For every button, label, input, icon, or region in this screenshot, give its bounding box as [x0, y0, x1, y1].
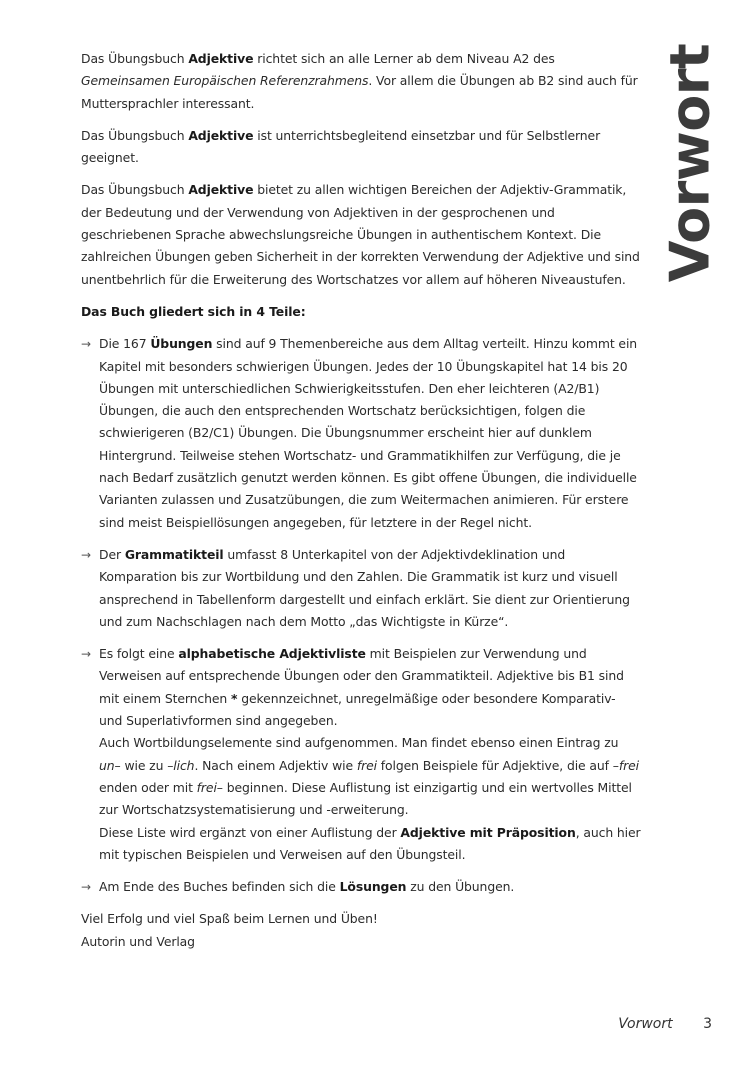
main-text: [81, 48, 641, 963]
arrow-right-icon: →: [81, 880, 91, 895]
list-item: → Der Grammatikteil umfasst 8 Unterkapitel von der Adjektivdeklination und Komparation bis zur Wortbildung und den Zahlen. Die Grammatik ist kurz und visuell ansprechend in Tabellenform dargestellt und einfach erklärt. Sie dient zur Orientierung und zum Nachschlagen nach dem Motto „das Wichtigste in Kürze“.: [81, 544, 641, 633]
closing: Viel Erfolg und viel Spaß beim Lernen und Üben! Autorin und Verlag: [81, 911, 378, 949]
arrow-right-icon: →: [81, 647, 91, 662]
footer-label: Vorwort: [618, 1016, 673, 1032]
section-heading: Das Buch gliedert sich in 4 Teile:: [81, 303, 306, 319]
page-footer: [618, 1016, 712, 1032]
intro-paragraph-1: Das Übungsbuch Adjektive richtet sich an alle Lerner ab dem Niveau A2 des Gemeinsamen Europäischen Referenzrahmens. Vor allem die Übungen ab B2 sind auch für Muttersprachler interessant.: [81, 51, 638, 111]
chapter-title-text: Vorwort: [658, 43, 722, 283]
list-item: → Es folgt eine alphabetische Adjektivliste mit Beispielen zur Verwendung und Verweisen auf entsprechende Übungen oder den Grammatikteil. Adjektive bis B1 sind mit einem Sternchen * gekennzeichnet, unregelmäßige oder besondere Komparativ- und Superlativformen sind angegeben. Auch Wortbildungselemente sind aufgenommen. Man findet ebenso einen Eintrag zu un– wie zu –lich. Nach einem Adjektiv wie frei folgen Beispiele für Adjektive, die auf –frei enden oder mit frei– beginnen. Diese Auflistung ist einzigartig und ein wertvolles Mittel zur Wortschatzsystematisierung und -erweiterung. Diese Liste wird ergänzt von einer Auflistung der Adjektive mit Präposition, auch hier mit typischen Beispielen und Verweisen auf den Übungsteil.: [81, 643, 641, 866]
page-number: 3: [703, 1016, 712, 1032]
list-item: → Die 167 Übungen sind auf 9 Themenbereiche aus dem Alltag verteilt. Hinzu kommt ein Kapitel mit besonders schwierigen Übungen. Jedes der 10 Übungskapitel hat 14 bis 20 Übungen mit unterschiedlichen Schwierigkeitsstufen. Den eher leichteren (A2/B1) Übungen, die auch den entsprechenden Wortschatz berücksichtigen, folgen die schwierigeren (B2/C1) Übungen. Die Übungsnummer erscheint hier auf dunklem Hintergrund. Teilweise stehen Wortschatz- und Grammatikhilfen zur Verfügung, die je nach Bedarf zusätzlich genutzt werden können. Es gibt offene Übungen, die individuelle Varianten zulassen und Zusatzübungen, die zum Weitermachen animieren. Für erstere sind meist Beispiellösungen angegeben, für letztere in der Regel nicht.: [81, 333, 641, 534]
list-item: → Am Ende des Buches befinden sich die Lösungen zu den Übungen.: [81, 876, 641, 898]
intro-paragraph-2: Das Übungsbuch Adjektive ist unterrichtsbegleitend einsetzbar und für Selbstlerner geeignet.: [81, 127, 601, 166]
intro-paragraph-3: Das Übungsbuch Adjektive bietet zu allen wichtigen Bereichen der Adjektiv-Grammatik, der Bedeutung und der Verwendung von Adjektiven in der gesprochenen und geschriebenen Sprache abwechslungsreiche Übungen in authentischem Kontext. Die zahlreichen Übungen geben Sicherheit in der korrekten Verwendung der Adjektive und sind unentbehrlich für die Erweiterung des Wortschatzes vor allem auf höheren Niveaustufen.: [81, 182, 640, 287]
arrow-right-icon: →: [81, 547, 91, 562]
chapter-title: [655, 43, 725, 283]
arrow-right-icon: →: [81, 337, 91, 352]
